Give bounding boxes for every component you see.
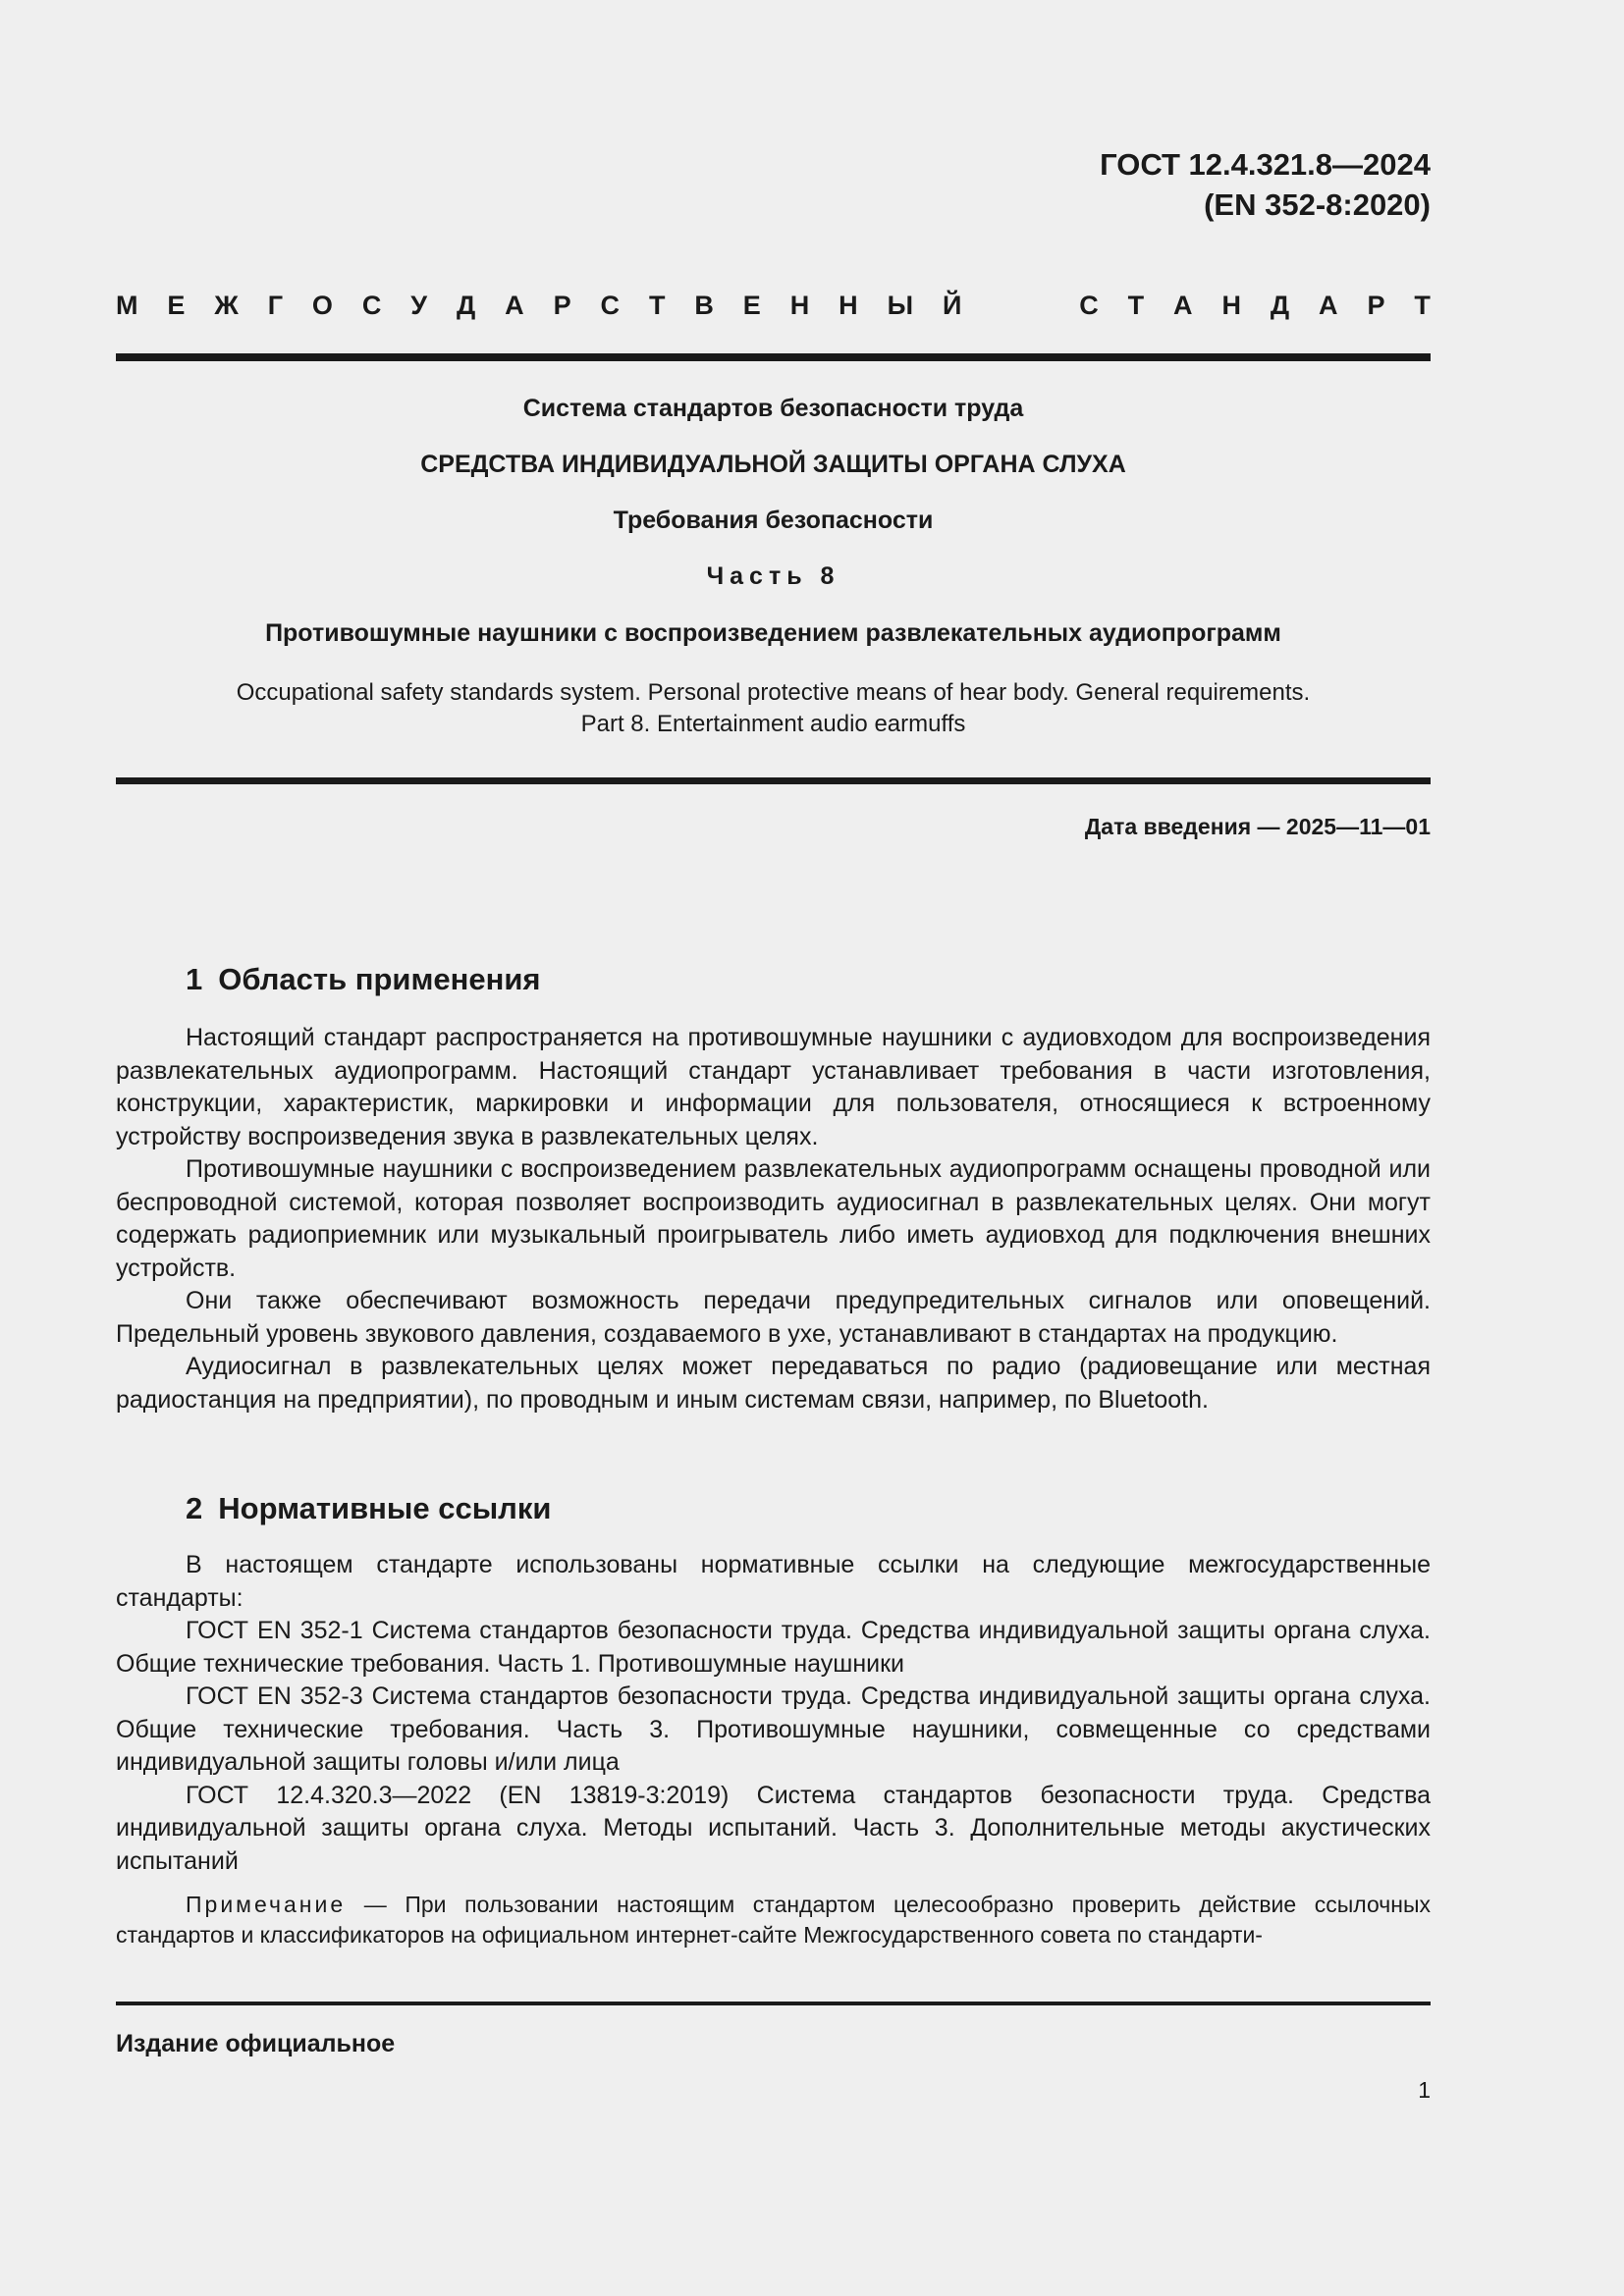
section-number: 1 [186,962,203,996]
paragraph: Противошумные наушники с воспроизведением развлекательных аудиопрограмм оснащены проводной или беспроводной системой, которая позволяет воспроизводить аудиосигнал в развлекательных целях. Они могут содержать радиоприемник или музыкальный проигрыватель либо иметь аудиовход для подключения внешних устройств. [116,1155,1431,1282]
banner-letter: М [116,291,138,320]
english-title-line: Occupational safety standards system. Personal protective means of hear body. General requirements. [236,679,1311,706]
banner-letter: Т [648,291,666,320]
paragraph: Они также обеспечивают возможность передачи предупредительных сигналов или оповещений. Предельный уровень звукового давления, создаваемого в ухе, устанавливают в стандартах на продукцию. [116,1287,1431,1348]
banner-letter: Е [742,291,761,320]
section-title: Нормативные ссылки [218,1491,552,1525]
requirements-title: Требования безопасности [613,507,934,534]
banner-letter: Т [1127,291,1145,320]
banner-letter: Г [267,291,283,320]
note [116,1890,1431,1950]
subtitle: Противошумные наушники с воспроизведением развлекательных аудиопрограмм [265,619,1281,647]
note-text: — При пользовании настоящим стандартом целесообразно проверить действие ссылочных стандартов и классификаторов на официальном интернет-сайте Межгосударственного совета по стандарти- [116,1892,1431,1948]
footer-divider [116,2002,1431,2005]
document-equivalent: (EN 352-8:2020) [1204,187,1431,222]
banner-letter: Е [167,291,186,320]
banner-letter: Н [789,291,810,320]
banner-letter: А [1173,291,1193,320]
part-title: Часть 8 [706,562,840,590]
page-number: 1 [1418,2077,1431,2103]
top-divider [116,353,1431,361]
banner-letter: О [311,291,333,320]
banner-word-gap [991,289,1050,322]
banner-letter: С [1079,291,1099,320]
banner-letter: Ы [887,291,914,320]
banner-letter: Д [457,291,476,320]
banner-letter: А [1319,291,1338,320]
banner-letter: Ж [214,291,239,320]
document-number: ГОСТ 12.4.321.8—2024 [1100,147,1431,182]
banner-letter: У [410,291,428,320]
section-body [116,1549,1431,1878]
middle-divider [116,777,1431,784]
banner-letter: Й [942,291,962,320]
banner-letter: С [600,291,621,320]
banner-letter: Р [1367,291,1385,320]
reference-item: ГОСТ EN 352-3 Система стандартов безопасности труда. Средства индивидуальной защиты органа слуха. Общие технические требования. Часть 3. Противошумные наушники, совмещенные со средствами индивидуальной защиты головы и/или лица [116,1682,1431,1776]
section-body [116,1022,1431,1416]
section-heading [186,961,541,998]
banner-letter: Р [553,291,571,320]
paragraph: Аудиосигнал в развлекательных целях может передаваться по радио (радиовещание или местная радиостанция на предприятии), по проводным и иным системам связи, например, по Bluetooth. [116,1353,1431,1414]
reference-item: ГОСТ 12.4.320.3—2022 (EN 13819-3:2019) Система стандартов безопасности труда. Средства индивидуальной защиты органа слуха. Методы испытаний. Часть 3. Дополнительные методы акустических испытаний [116,1781,1431,1875]
main-title: СРЕДСТВА ИНДИВИДУАЛЬНОЙ ЗАЩИТЫ ОРГАНА СЛУХА [420,451,1126,478]
section-title: Область применения [218,962,541,996]
banner-letter: С [361,291,382,320]
english-title-line: Part 8. Entertainment audio earmuffs [580,711,966,737]
note-label: Примечание [186,1892,347,1917]
system-title: Система стандартов безопасности труда [522,395,1024,422]
english-title [116,677,1431,740]
section-heading [186,1490,551,1527]
banner-letter: Д [1270,291,1290,320]
banner-letter: Н [839,291,858,320]
paragraph: В настоящем стандарте использованы нормативные ссылки на следующие межгосударственные стандарты: [116,1551,1431,1612]
banner-letter: В [694,291,714,320]
edition-label: Издание официальное [116,2030,396,2057]
banner-letter: Н [1221,291,1241,320]
paragraph: Настоящий стандарт распространяется на противошумные наушники с аудиовходом для воспроизведения развлекательных аудиопрограмм. Настоящий стандарт устанавливает требования в части изготовления, конструкции, характеристик, маркировки и информации для пользователя, относящиеся к встроенному устройству воспроизведения звука в развлекательных целях. [116,1024,1431,1150]
banner-letter: А [505,291,524,320]
section-number: 2 [186,1491,203,1525]
introduction-date: Дата введения — 2025—11—01 [1084,814,1431,839]
reference-item: ГОСТ EN 352-1 Система стандартов безопасности труда. Средства индивидуальной защиты органа слуха. Общие технические требования. Часть 1. Противошумные наушники [116,1617,1431,1678]
interstate-standard-banner [116,289,1431,322]
banner-letter: Т [1414,291,1431,320]
